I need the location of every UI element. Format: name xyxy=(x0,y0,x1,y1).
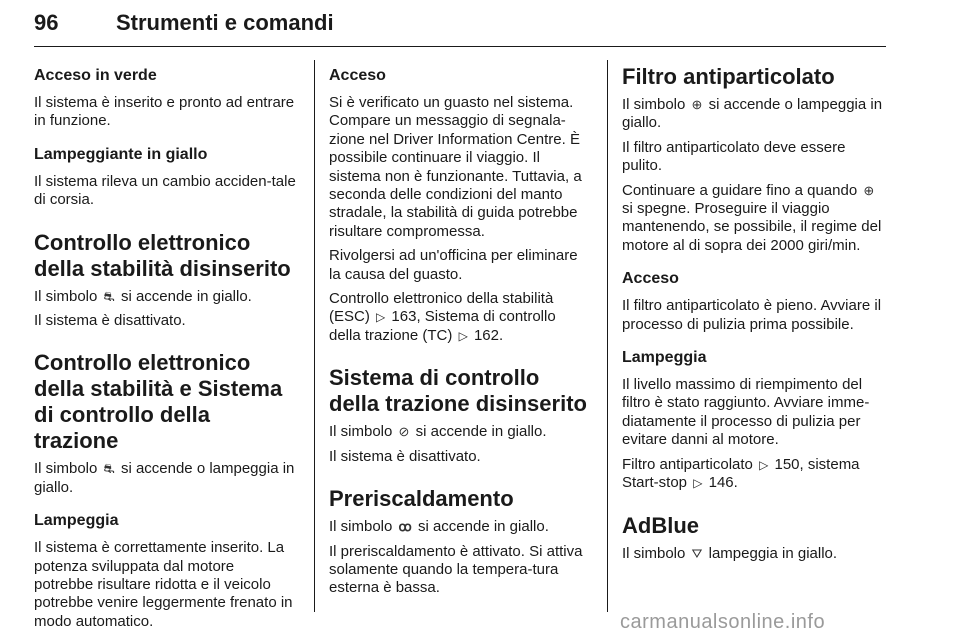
paragraph: Il sistema è disattivato. xyxy=(34,312,186,330)
column-3 xyxy=(622,66,888,569)
paragraph: Il simbolo ꝏ si accende in giallo. xyxy=(329,518,549,536)
paragraph: Il simbolo ⊘ si accende in giallo. xyxy=(329,423,547,441)
paragraph: Il simbolo ⛛ lampeggia in giallo. xyxy=(622,544,838,562)
heading-esc-disinserito: Controllo elettronico della stabilità disinserito xyxy=(34,229,291,281)
esc-off-icon: ⛐ xyxy=(103,288,115,304)
page-header xyxy=(34,6,886,47)
paragraph: Il simbolo ⊕ si accende o lampeggia in giallo. xyxy=(622,96,883,132)
watermark: carmanualsonline.info xyxy=(620,611,826,633)
paragraph: Il sistema è correttamente inserito. La potenza sviluppata dal motore potrebbe risultare ridotta e il veicolo potrebbe venire leggermente frenato in modo automatico. xyxy=(34,539,293,630)
column-1 xyxy=(34,66,296,637)
paragraph: Filtro antiparticolato ▷ 150, sistema Start-stop ▷ 146. xyxy=(622,455,860,492)
heading-lampeggiante-giallo: Lampeggiante in giallo xyxy=(34,145,208,163)
paragraph: Rivolgersi ad un'officina per eliminare la causa del guasto. xyxy=(329,247,578,283)
paragraph: Il livello massimo di riempimento del filtro è stato raggiunto. Avviare imme-diatamente il processo di pulizia per evitare danni al motore. xyxy=(622,376,870,449)
heading-lampeggia: Lampeggia xyxy=(622,349,707,367)
heading-tc-disinserito: Sistema di controllo della trazione disinserito xyxy=(329,365,587,417)
heading-esc-tc: Controllo elettronico della stabilità e Sistema di controllo della trazione xyxy=(34,350,283,454)
paragraph: Controllo elettronico della stabilità (ESC) ▷ 163, Sistema di controllo della trazione (TC) ▷ 162. xyxy=(329,290,556,344)
heading-lampeggia: Lampeggia xyxy=(34,512,119,530)
paragraph: Continuare a guidare fino a quando ⊕ si spegne. Proseguire il viaggio mantenendo, se possibile, il regime del motore al di sopra dei 2000 giri/min. xyxy=(622,181,882,254)
paragraph: Il filtro antiparticolato deve essere pulito. xyxy=(622,138,846,175)
heading-acceso-verde: Acceso in verde xyxy=(34,67,157,84)
heading-acceso: Acceso xyxy=(329,67,386,84)
paragraph: Il sistema è disattivato. xyxy=(329,447,481,465)
page-ref-icon: ▷ xyxy=(458,328,468,343)
adblue-icon: ⛛ xyxy=(691,545,703,561)
page-number: 96 xyxy=(34,10,59,35)
page-title: Strumenti e comandi xyxy=(116,10,334,35)
page-ref-icon: ▷ xyxy=(376,310,386,325)
column-divider xyxy=(607,60,608,612)
paragraph: Il sistema rileva un cambio acciden-tale di corsia. xyxy=(34,172,296,209)
particulate-filter-icon: ⊕ xyxy=(691,97,703,112)
heading-filtro-antiparticolato: Filtro antiparticolato xyxy=(622,64,835,89)
heading-acceso: Acceso xyxy=(622,270,679,288)
skid-car-icon: ⛐ xyxy=(103,461,115,477)
page-ref-icon: ▷ xyxy=(693,476,703,491)
glow-plug-icon: ꝏ xyxy=(398,519,412,535)
column-2 xyxy=(329,66,591,604)
paragraph: Il simbolo ⛐ si accende in giallo. xyxy=(34,287,252,305)
tc-off-icon: ⊘ xyxy=(398,424,410,440)
particulate-filter-icon: ⊕ xyxy=(863,182,875,198)
heading-preriscaldamento: Preriscaldamento xyxy=(329,486,514,512)
page-ref-icon: ▷ xyxy=(759,457,769,472)
paragraph: Il simbolo ⛐ si accende o lampeggia in giallo. xyxy=(34,460,295,496)
column-divider xyxy=(314,60,315,612)
heading-adblue: AdBlue xyxy=(622,512,699,538)
paragraph: Il filtro antiparticolato è pieno. Avviare il processo di pulizia prima possibile. xyxy=(622,297,882,333)
paragraph: Il sistema è inserito e pronto ad entrare in funzione. xyxy=(34,94,295,130)
paragraph: Il preriscaldamento è attivato. Si attiva solamente quando la tempera-tura esterna è bassa. xyxy=(329,542,583,597)
paragraph: Si è verificato un guasto nel sistema. Compare un messaggio di segnala-zione nel Driver Information Centre. È possibile continuare il viaggio. Il sistema non è funzionante. Tuttavia, a seconda delle condizioni del manto stradale, la stabilità di guida potrebbe risultare compromessa. xyxy=(329,94,582,240)
